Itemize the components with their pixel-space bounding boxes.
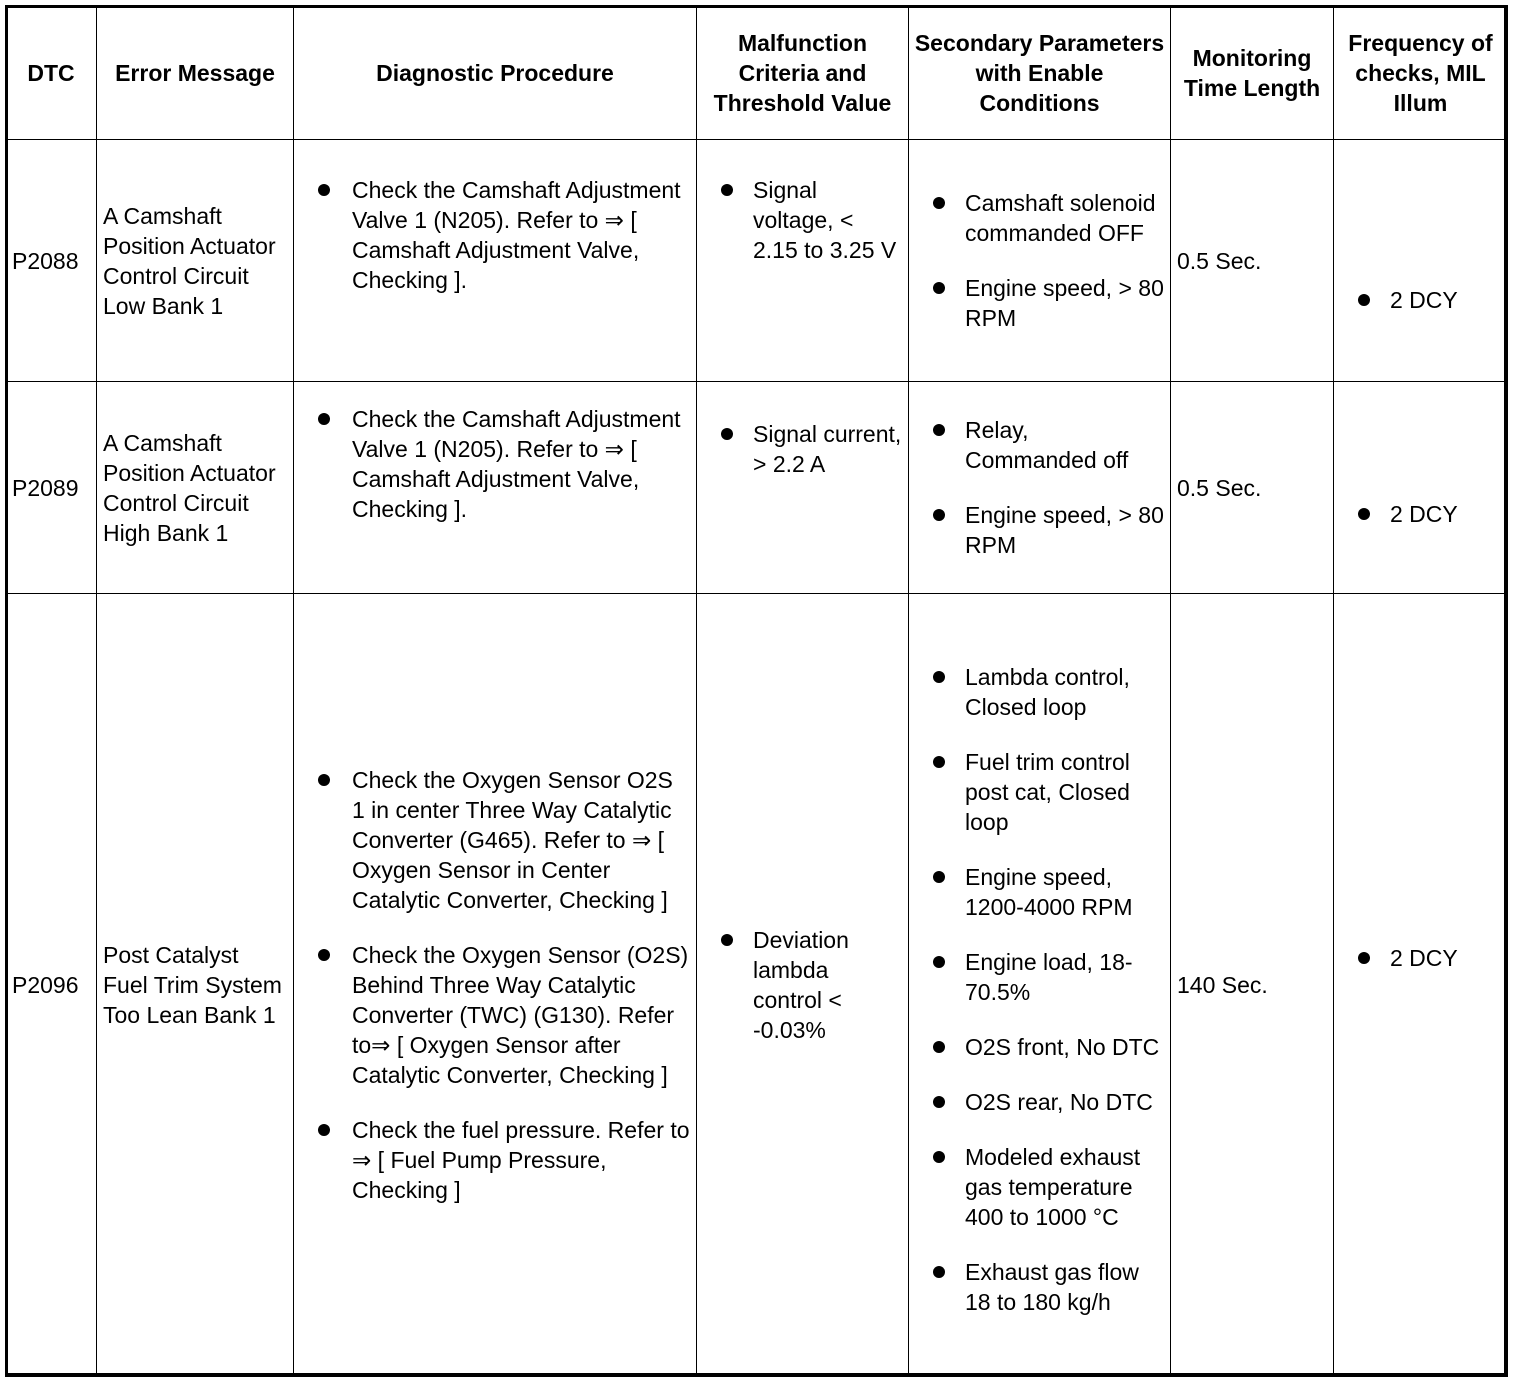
secondary-item: Engine speed, > 80 RPM	[915, 500, 1164, 560]
header-dtc: DTC	[6, 6, 97, 140]
secondary-item: Modeled exhaust gas temperature 400 to 1000 °C	[915, 1142, 1164, 1232]
secondary-item: Engine speed, 1200-4000 RPM	[915, 862, 1164, 922]
procedure-step: Check the Camshaft Adjustment Valve 1 (N205). Refer to ⇒ [ Camshaft Adjustment Valve, Checking ].	[300, 404, 690, 524]
frequency-item: 2 DCY	[1340, 943, 1501, 973]
header-monitoring-time: Monitoring Time Length	[1171, 6, 1334, 140]
error-message: Post Catalyst Fuel Trim System Too Lean Bank 1	[97, 594, 294, 1377]
procedure-step: Check the Oxygen Sensor O2S 1 in center Three Way Catalytic Converter (G465). Refer to ⇒ [ Oxygen Sensor in Center Catalytic Converter, Checking ]	[300, 765, 690, 915]
table-outer-border	[5, 5, 1507, 1376]
error-message: A Camshaft Position Actuator Control Circuit Low Bank 1	[97, 140, 294, 382]
secondary-item: Engine speed, > 80 RPM	[915, 273, 1164, 333]
dtc-code: P2089	[6, 382, 97, 594]
procedure-step: Check the Oxygen Sensor (O2S) Behind Three Way Catalytic Converter (TWC) (G130). Refer to⇒ [ Oxygen Sensor after Catalytic Converter, Checking ]	[300, 940, 690, 1090]
header-error-message: Error Message	[97, 6, 294, 140]
secondary-item: Lambda control, Closed loop	[915, 662, 1164, 722]
header-frequency: Frequency of checks, MIL Illum	[1334, 6, 1508, 140]
criteria-item: Deviation lambda control < -0.03%	[703, 925, 902, 1045]
header-secondary-parameters: Secondary Parameters with Enable Conditions	[909, 6, 1171, 140]
dtc-code: P2088	[6, 140, 97, 382]
header-diagnostic-procedure: Diagnostic Procedure	[294, 6, 697, 140]
secondary-item: O2S rear, No DTC	[915, 1087, 1164, 1117]
secondary-item: Relay, Commanded off	[915, 415, 1164, 475]
criteria-item: Signal current, > 2.2 A	[703, 419, 902, 479]
dtc-code: P2096	[6, 594, 97, 1377]
monitoring-time: 140 Sec.	[1171, 594, 1334, 1377]
monitoring-time: 0.5 Sec.	[1171, 140, 1334, 382]
secondary-item: Camshaft solenoid commanded OFF	[915, 188, 1164, 248]
error-message: A Camshaft Position Actuator Control Circuit High Bank 1	[97, 382, 294, 594]
frequency-item: 2 DCY	[1340, 499, 1501, 529]
secondary-item: O2S front, No DTC	[915, 1032, 1164, 1062]
secondary-item: Fuel trim control post cat, Closed loop	[915, 747, 1164, 837]
frequency-item: 2 DCY	[1340, 285, 1501, 315]
monitoring-time: 0.5 Sec.	[1171, 382, 1334, 594]
procedure-step: Check the Camshaft Adjustment Valve 1 (N205). Refer to ⇒ [ Camshaft Adjustment Valve, Checking ].	[300, 175, 690, 295]
secondary-item: Exhaust gas flow 18 to 180 kg/h	[915, 1257, 1164, 1317]
criteria-item: Signal voltage, < 2.15 to 3.25 V	[703, 175, 902, 265]
header-malfunction-criteria: Malfunction Criteria and Threshold Value	[697, 6, 909, 140]
procedure-step: Check the fuel pressure. Refer to ⇒ [ Fuel Pump Pressure, Checking ]	[300, 1115, 690, 1205]
secondary-item: Engine load, 18-70.5%	[915, 947, 1164, 1007]
